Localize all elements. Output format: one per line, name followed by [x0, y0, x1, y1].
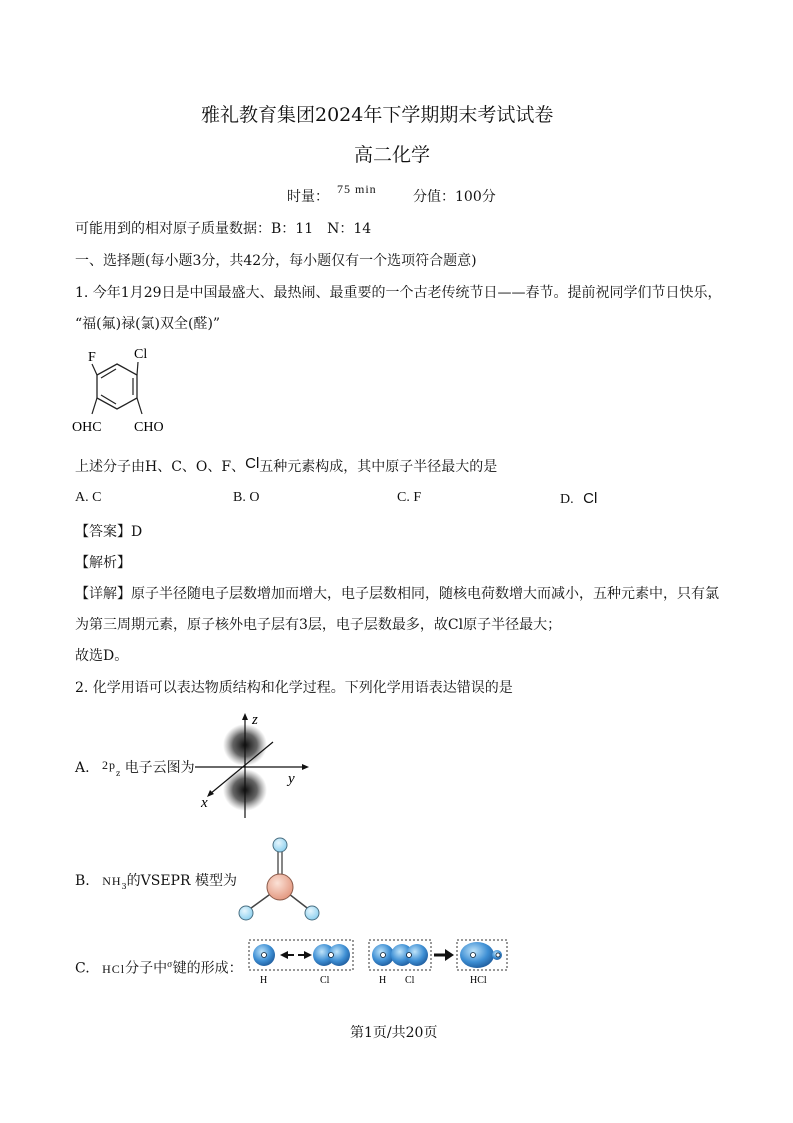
q1-stem-line1: 1. 今年1月29日是中国最盛大、最热闹、最重要的一个古老传统节日——春节。提前祝同学们节日快乐，	[75, 285, 722, 301]
hydrogen-atom-right	[305, 906, 319, 920]
structure-f-label: F	[88, 350, 96, 365]
q2-stem: 2. 化学用语可以表达物质结构和化学过程。下列化学用语表达错误的是	[75, 680, 513, 696]
atomic-masses: 可能用到的相对原子质量数据：B：11 N：14	[75, 221, 372, 237]
score-label: 分值：100分	[413, 189, 496, 205]
nitrogen-atom	[267, 874, 293, 900]
q2-option-a	[75, 758, 195, 784]
q2-option-b	[75, 871, 237, 897]
time-value: 75 min	[337, 182, 377, 196]
q1-question	[75, 457, 497, 477]
q1-option-b: B. O	[233, 490, 260, 505]
q2-option-c-formula: HCl	[102, 961, 126, 976]
q1-option-d	[560, 490, 597, 508]
q1-option-c: C. F	[397, 490, 422, 505]
q1-stem-line2: “福(氟)禄(氯)双全(醛)”	[75, 316, 221, 332]
q1-answer: 【答案】D	[75, 524, 143, 540]
structure-cho-left-label: OHC	[72, 420, 102, 435]
hydrogen-atom-left	[239, 906, 253, 920]
q1-detail-line2: 为第三周期元素，原子核外电子层有3层，电子层数最多，故Cl原子半径最大；	[75, 617, 562, 633]
hcl-label-cl1: Cl	[320, 975, 330, 986]
q1-option-d-symbol: Cl	[583, 490, 598, 507]
q2-option-b-suffix: 的VSEPR 模型为	[126, 873, 237, 889]
orbital-cloud-diagram	[195, 712, 335, 822]
q2-option-a-sub: z	[116, 768, 121, 778]
exam-subject: 高二化学	[354, 144, 431, 166]
axis-x-label: x	[201, 795, 208, 811]
axis-z-label: z	[252, 712, 258, 728]
q1-detail-line1: 【详解】原子半径随电子层数增加而增大，电子层数相同，随核电荷数增大而减小，五种元素中，只有氯	[75, 586, 719, 602]
q2-option-c-suffix: 键的形成：	[172, 960, 243, 977]
q2-option-c-mid: 分子中	[125, 960, 168, 977]
structure-cl-label: Cl	[134, 347, 148, 362]
q2-option-c-sigma: σ	[167, 960, 173, 969]
q2-option-b-prefix: B.	[75, 873, 90, 889]
benzene-structure-diagram	[70, 342, 190, 437]
q2-option-a-suffix: 电子云图为	[124, 760, 195, 776]
q1-conclusion: 故选D。	[75, 648, 129, 664]
q2-option-a-prefix: A.	[75, 760, 90, 776]
hcl-label-h2: H	[379, 975, 387, 986]
hcl-sigma-bond-diagram	[248, 938, 513, 990]
q1-question-post: 五种元素构成，其中原子半径最大的是	[259, 459, 498, 475]
q1-option-a: A. C	[75, 490, 102, 505]
nh3-vsepr-model	[235, 835, 325, 930]
q2-option-c-prefix: C.	[75, 960, 90, 977]
q1-option-d-prefix: D.	[560, 492, 574, 507]
q2-option-a-orbital: 2p	[102, 758, 117, 772]
q2-option-b-formula: NH	[102, 874, 122, 888]
hcl-label-cl2: Cl	[405, 975, 415, 986]
section-heading: 一、选择题(每小题3分，共42分，每小题仅有一个选项符合题意)	[75, 253, 477, 269]
axis-y-label: y	[288, 771, 295, 787]
hcl-label-hcl: HCl	[470, 975, 487, 986]
page-footer: 第1页/共20页	[350, 1025, 438, 1041]
q1-question-cl: Cl	[245, 455, 260, 472]
q1-question-pre: 上述分子由H、C、O、F、	[75, 459, 246, 475]
exam-title: 雅礼教育集团2024年下学期期末考试试卷	[201, 104, 554, 126]
q1-analysis-label: 【解析】	[75, 555, 131, 571]
hcl-label-h1: H	[260, 975, 268, 986]
time-label: 时量：	[287, 189, 329, 205]
lone-pair-atom	[273, 838, 287, 852]
structure-cho-right-label: CHO	[134, 420, 164, 435]
q2-option-c	[75, 955, 243, 979]
q2-option-b-sub: 3	[121, 881, 127, 891]
